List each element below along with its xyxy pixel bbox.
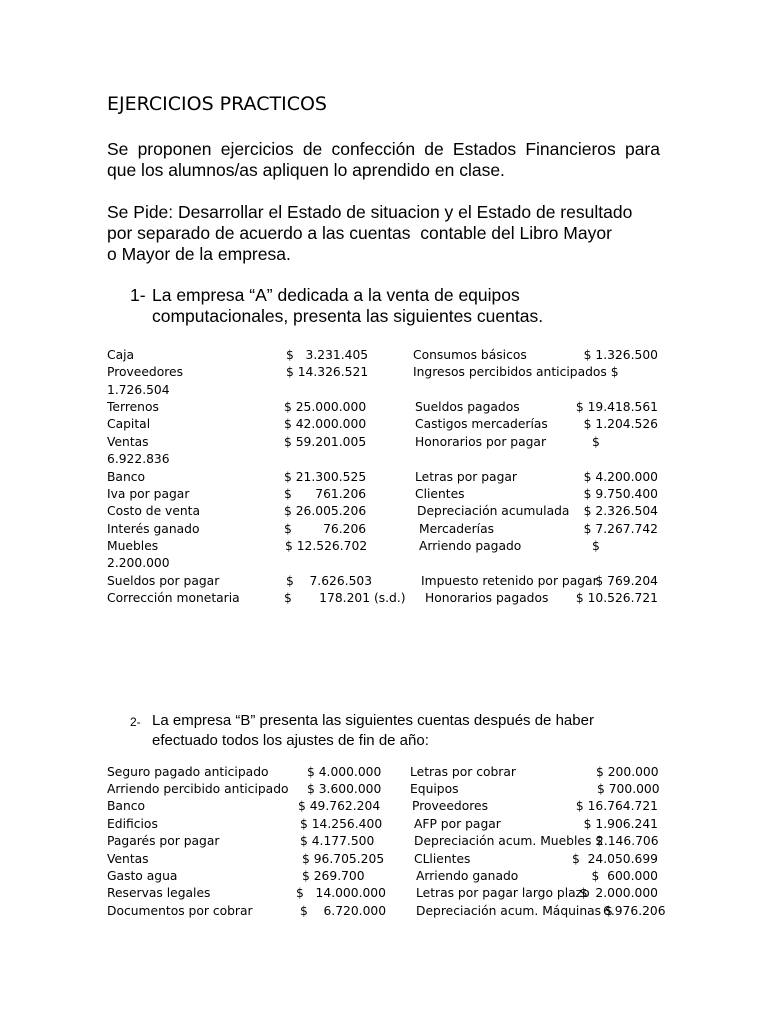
account-value: $ 16.764.721 (575, 799, 658, 813)
account-value: $ 1.906.241 (583, 817, 658, 831)
account-value: $ 3.231.405 (286, 348, 369, 362)
account-value: $ 2.000.000 (579, 886, 658, 900)
account-name: Muebles (107, 539, 159, 553)
account-name: Sueldos pagados (415, 400, 520, 414)
account-value: $ 700.000 (597, 782, 660, 796)
account-name: Seguro pagado anticipado (107, 765, 269, 779)
intro-line-2: que los alumnos/as apliquen lo aprendido en clase. (107, 160, 505, 180)
account-name: Proveedores (412, 799, 489, 813)
account-name: Caja (107, 348, 135, 362)
account-name: Ingresos percibidos anticipados $ (413, 365, 619, 379)
account-name: Arriendo pagado (419, 539, 522, 553)
account-value: 6.976.206 (603, 904, 666, 918)
account-value: 2.146.706 (596, 834, 659, 848)
account-value: $ 14.326.521 (286, 365, 369, 379)
account-wrap-value: 6.922.836 (107, 452, 170, 466)
account-value: $ 4.200.000 (583, 470, 658, 484)
account-value: $ 12.526.702 (285, 539, 368, 553)
page-title: EJERCICIOS PRACTICOS (107, 93, 327, 115)
account-name: Ventas (107, 435, 149, 449)
account-value: $ (592, 539, 600, 553)
account-value: $ 19.418.561 (575, 400, 658, 414)
account-value: $ 14.000.000 (296, 886, 386, 900)
account-name: Impuesto retenido por pagar (421, 574, 598, 588)
exercise-1-number: 1- (130, 285, 146, 305)
account-name: Letras por cobrar (410, 765, 516, 779)
account-name: Corrección monetaria (107, 591, 240, 605)
request-line-3: o Mayor de la empresa. (107, 244, 291, 264)
account-value: $ 269.700 (302, 869, 365, 883)
account-value: $ 42.000.000 (284, 417, 367, 431)
account-value: $ 761.206 (284, 487, 367, 501)
account-name: Mercaderías (419, 522, 495, 536)
account-wrap-value: 1.726.504 (107, 383, 170, 397)
account-name: Clientes (415, 487, 465, 501)
account-value: $ 7.267.742 (583, 522, 658, 536)
account-name: Honorarios pagados (425, 591, 549, 605)
account-wrap-value: 2.200.000 (107, 556, 170, 570)
account-value: $ 21.300.525 (284, 470, 367, 484)
intro-line-1: Se proponen ejercicios de confección de Estados Financieros para (107, 139, 660, 159)
account-name: Proveedores (107, 365, 184, 379)
exercise-1-line-2: computacionales, presenta las siguientes cuentas. (152, 306, 544, 326)
account-name: Honorarios por pagar (415, 435, 547, 449)
account-name: Consumos básicos (413, 348, 527, 362)
account-name: Capital (107, 417, 151, 431)
account-value: $ 25.000.000 (284, 400, 367, 414)
account-name: Depreciación acum. Muebles $ (414, 834, 604, 848)
account-name: Letras por pagar largo plazo (416, 886, 590, 900)
account-value: $ 3.600.000 (307, 782, 382, 796)
account-value: $ 26.005.206 (284, 504, 367, 518)
request-line-1: Se Pide: Desarrollar el Estado de situacion y el Estado de resultado (107, 202, 633, 222)
account-name: Documentos por cobrar (107, 904, 253, 918)
account-value: $ 9.750.400 (583, 487, 658, 501)
request-line-2: por separado de acuerdo a las cuentas contable del Libro Mayor (107, 223, 612, 243)
account-name: Letras por pagar (415, 470, 517, 484)
account-name: Ventas (107, 852, 149, 866)
account-name: Arriendo ganado (416, 869, 519, 883)
account-name: Castigos mercaderías (415, 417, 548, 431)
account-name: Depreciación acum. Máquinas $ (416, 904, 613, 918)
account-value: $ 14.256.400 (300, 817, 383, 831)
account-value: $ (592, 435, 600, 449)
exercise-1-line-1: La empresa “A” dedicada a la venta de equipos (152, 285, 520, 305)
account-value: $ 769.204 (595, 574, 658, 588)
account-value: $ 76.206 (284, 522, 367, 536)
exercise-2-line-1: La empresa “B” presenta las siguientes cuentas después de haber (152, 712, 594, 729)
exercise-2-line-2: efectuado todos los ajustes de fin de año: (152, 732, 429, 749)
account-value: $ 200.000 (596, 765, 659, 779)
account-name: Edificios (107, 817, 158, 831)
account-value: $ 49.762.204 (298, 799, 381, 813)
account-value: $ 178.201 (s.d.) (284, 591, 406, 605)
account-name: CLlientes (414, 852, 471, 866)
account-value: $ 7.626.503 (286, 574, 373, 588)
account-name: Pagarés por pagar (107, 834, 220, 848)
account-value: $ 10.526.721 (575, 591, 658, 605)
account-name: Banco (107, 799, 146, 813)
account-value: $ 600.000 (591, 869, 658, 883)
account-name: Sueldos por pagar (107, 574, 220, 588)
account-name: Iva por pagar (107, 487, 190, 501)
account-value: $ 1.204.526 (583, 417, 658, 431)
account-name: Arriendo percibido anticipado (107, 782, 289, 796)
account-name: Gasto agua (107, 869, 178, 883)
account-name: Interés ganado (107, 522, 200, 536)
account-name: Terrenos (107, 400, 159, 414)
account-value: $ 2.326.504 (583, 504, 658, 518)
account-value: $ 1.326.500 (583, 348, 658, 362)
account-name: Banco (107, 470, 146, 484)
account-name: AFP por pagar (414, 817, 501, 831)
account-value: $ 24.050.699 (571, 852, 658, 866)
account-value: $ 6.720.000 (300, 904, 387, 918)
account-name: Equipos (410, 782, 459, 796)
account-value: $ 4.000.000 (307, 765, 382, 779)
account-value: $ 59.201.005 (284, 435, 367, 449)
account-value: $ 4.177.500 (300, 834, 375, 848)
account-value: $ 96.705.205 (302, 852, 385, 866)
account-name: Depreciación acumulada (417, 504, 570, 518)
exercise-2-number: 2- (130, 715, 141, 729)
account-name: Reservas legales (107, 886, 211, 900)
account-name: Costo de venta (107, 504, 201, 518)
